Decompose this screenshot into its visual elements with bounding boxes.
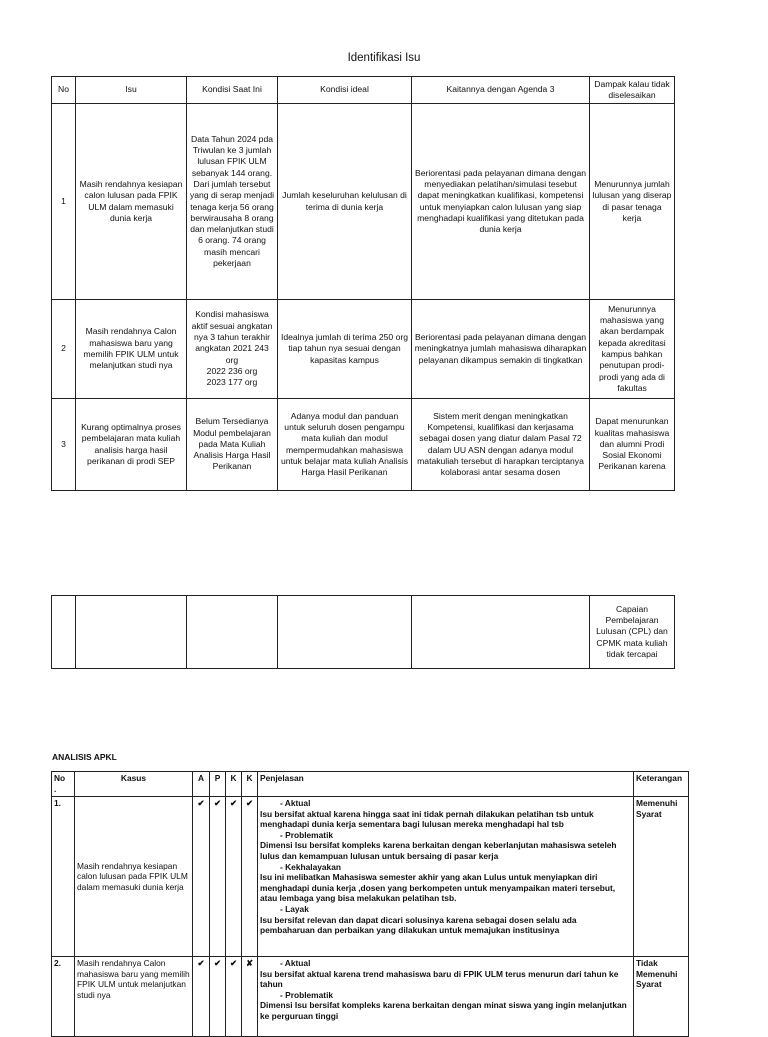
table-header-row [52, 77, 675, 104]
header-kondisi-ideal: Kondisi ideal [278, 77, 412, 104]
apkl-keterangan: Memenuhi Syarat [634, 797, 689, 957]
header-kasus: Kasus [75, 772, 193, 797]
row-dampak: Dapat menurunkan kualitas mahasiswa dan alumni Prodi Sosial Ekonomi Perikanan karena [590, 399, 675, 491]
criteria-text: Isu bersifat aktual karena hingga saat ini tidak pernah dilakukan pelatihan tsb untuk menghadapi dunia kerja sementara bagi lulusan mereka menghadapi hal tsb [260, 808, 594, 830]
row-kondisi-saat-ini: Belum Tersedianya Modul pembelajaran pada Mata Kuliah Analisis Harga Hasil Perikanan [187, 399, 278, 491]
table-row [52, 399, 675, 491]
criteria-heading: - Problematik [280, 989, 334, 1000]
apkl-kasus: Masih rendahnya kesiapan calon lulusan pada FPIK ULM dalam memasuki dunia kerja [75, 797, 193, 957]
check-icon: ✔ [210, 797, 226, 957]
apkl-row [52, 957, 689, 1037]
row-isu: Masih rendahnya kesiapan calon lulusan pada FPIK ULM dalam memasuki dunia kerja [76, 104, 187, 300]
apkl-penjelasan [258, 957, 634, 1037]
page-title: Identifikasi Isu [347, 52, 421, 64]
empty-cell [52, 596, 76, 669]
row-dampak: Menurunnya jumlah lulusan yang diserap di pasar tenaga kerja [590, 104, 675, 300]
apkl-penjelasan [258, 797, 634, 957]
table-row [52, 104, 675, 300]
header-k2: K [242, 772, 258, 797]
check-icon: ✔ [210, 957, 226, 1037]
row-kondisi-saat-ini: Data Tahun 2024 pda Triwulan ke 3 jumlah lulusan FPIK ULM sebanyak 144 orang. Dari jumlah tersebut yang di serap menjadi tenaga kerja 56 orang berwirausaha 8 orang dan melanjutkan studi 6 orang. 74 orang masih mencari pekerjaan [187, 104, 278, 300]
criteria-heading: - Aktual [280, 798, 311, 808]
row-kondisi-ideal: Jumlah keseluruhan kelulusan di terima di dunia kerja [278, 104, 412, 300]
table-row [52, 300, 675, 399]
header-dampak: Dampak kalau tidak diselesaikan [590, 77, 675, 104]
empty-cell [76, 596, 187, 669]
header-k: K [226, 772, 242, 797]
row-kondisi-ideal: Adanya modul dan panduan untuk seluruh dosen pengampu mata kuliah dan modul mempermudahkan mahasiswa untuk belajar mata kuliah Analisis Harga Hasil Perikanan [278, 399, 412, 491]
apkl-row [52, 797, 689, 957]
check-icon: ✔ [226, 957, 242, 1037]
header-no: No [52, 77, 76, 104]
header-isu: Isu [76, 77, 187, 104]
empty-cell [278, 596, 412, 669]
row-agenda: Beriorentasi pada pelayanan dimana dengan meningkatnya jumlah mahasiswa diharapkan pelayanan dikampus semakin di tingkatkan [412, 300, 590, 399]
apkl-table [51, 771, 689, 1037]
criteria-text: Isu ini melibatkan Mahasiswa semester akhir yang akan Lulus untuk menyiapkan diri menghadapi dunia kerja ,dosen yang berkompeten untuk menyampaikan materi tersebut, atau lembaga yang bisa melakukan pelatihan tsb. [260, 872, 616, 904]
apkl-header-row [52, 772, 689, 797]
header-a: A [193, 772, 210, 797]
criteria-heading: - Aktual [280, 958, 311, 968]
check-icon: ✔ [193, 957, 210, 1037]
apkl-kasus: Masih rendahnya Calon mahasiswa baru yang memilih FPIK ULM untuk melanjutkan studi nya [75, 957, 193, 1037]
criteria-text: Dimensi Isu bersifat kompleks karena berkaitan dengan minat siswa yang ingin melanjutkan ke perguruan tinggi [260, 1000, 627, 1021]
identifikasi-isu-table-continued [51, 595, 675, 669]
criteria-text: Dimensi Isu bersifat kompleks karena berkaitan dengan keberlanjutan mahasiswa seteleh lulus dan kemampuan lulusan untuk bersaing di pasar kerja [260, 840, 617, 861]
header-no: No . [52, 772, 75, 797]
empty-cell [187, 596, 278, 669]
row-no: 3 [52, 399, 76, 491]
criteria-text: Isu bersifat relevan dan dapat dicari solusinya karena sebagai dosen selalu ada pembaharuan dan perbaikan yang dilakukan untuk memajukan institusinya [260, 914, 577, 936]
header-p: P [210, 772, 226, 797]
row-dampak-continued: Capaian Pembelajaran Lulusan (CPL) dan CPMK mata kuliah tidak tercapai [590, 596, 675, 669]
row-dampak: Menurunnya mahasiswa yang akan berdampak kepada akreditasi kampus bahkan penutupan prodi-prodi yang ada di fakultas [590, 300, 675, 399]
criteria-text: Isu bersifat aktual karena trend mahasiswa baru di FPIK ULM terus menurun dari tahun ke tahun [260, 968, 619, 990]
criteria-heading: - Layak [280, 903, 309, 914]
row-no: 2 [52, 300, 76, 399]
table-row [52, 596, 675, 669]
row-agenda: Sistem merit dengan meningkatkan Kompetensi, kualifikasi dan kerjasama sebagai dosen yang diatur dalam Pasal 72 dalam UU ASN dengan adanya modul matakuliah tersebut di harapkan terciptanya kolaborasi antar sesama dosen [412, 399, 590, 491]
criteria-heading: - Problematik [280, 829, 334, 840]
check-icon: ✔ [226, 797, 242, 957]
identifikasi-isu-table [51, 76, 675, 491]
row-isu: Kurang optimalnya proses pembelajaran mata kuliah analisis harga hasil perikanan di prodi SEP [76, 399, 187, 491]
apkl-no: 2. [52, 957, 75, 1037]
check-icon: ✔ [193, 797, 210, 957]
empty-cell [412, 596, 590, 669]
row-kondisi-saat-ini: Kondisi mahasiswa aktif sesuai angkatan nya 3 tahun terakhir angkatan 2021 243 org 2022 236 org 2023 177 org [187, 300, 278, 399]
check-icon: ✔ [242, 797, 258, 957]
row-agenda: Beriorentasi pada pelayanan dimana dengan menyediakan pelatihan/simulasi tesebut dapat meningkatkan kualifikasi, kompetensi untuk menyiapkan calon lulusan yang siap menghadapi kualifikasi yang ditetukan pada dunia kerja [412, 104, 590, 300]
row-no: 1 [52, 104, 76, 300]
header-agenda: Kaitannya dengan Agenda 3 [412, 77, 590, 104]
header-penjelasan: Penjelasan [258, 772, 634, 797]
row-isu: Masih rendahnya Calon mahasiswa baru yang memilih FPIK ULM untuk melanjutkan studi nya [76, 300, 187, 399]
header-keterangan: Keterangan [634, 772, 689, 797]
apkl-title: ANALISIS APKL [52, 752, 117, 762]
header-kondisi-saat-ini: Kondisi Saat Ini [187, 77, 278, 104]
criteria-heading: - Kekhalayakan [280, 861, 341, 872]
apkl-no: 1. [52, 797, 75, 957]
cross-icon: ✘ [242, 957, 258, 1037]
row-kondisi-ideal: Idealnya jumlah di terima 250 org tiap tahun nya sesuai dengan kapasitas kampus [278, 300, 412, 399]
apkl-keterangan: Tidak Memenuhi Syarat [634, 957, 689, 1037]
